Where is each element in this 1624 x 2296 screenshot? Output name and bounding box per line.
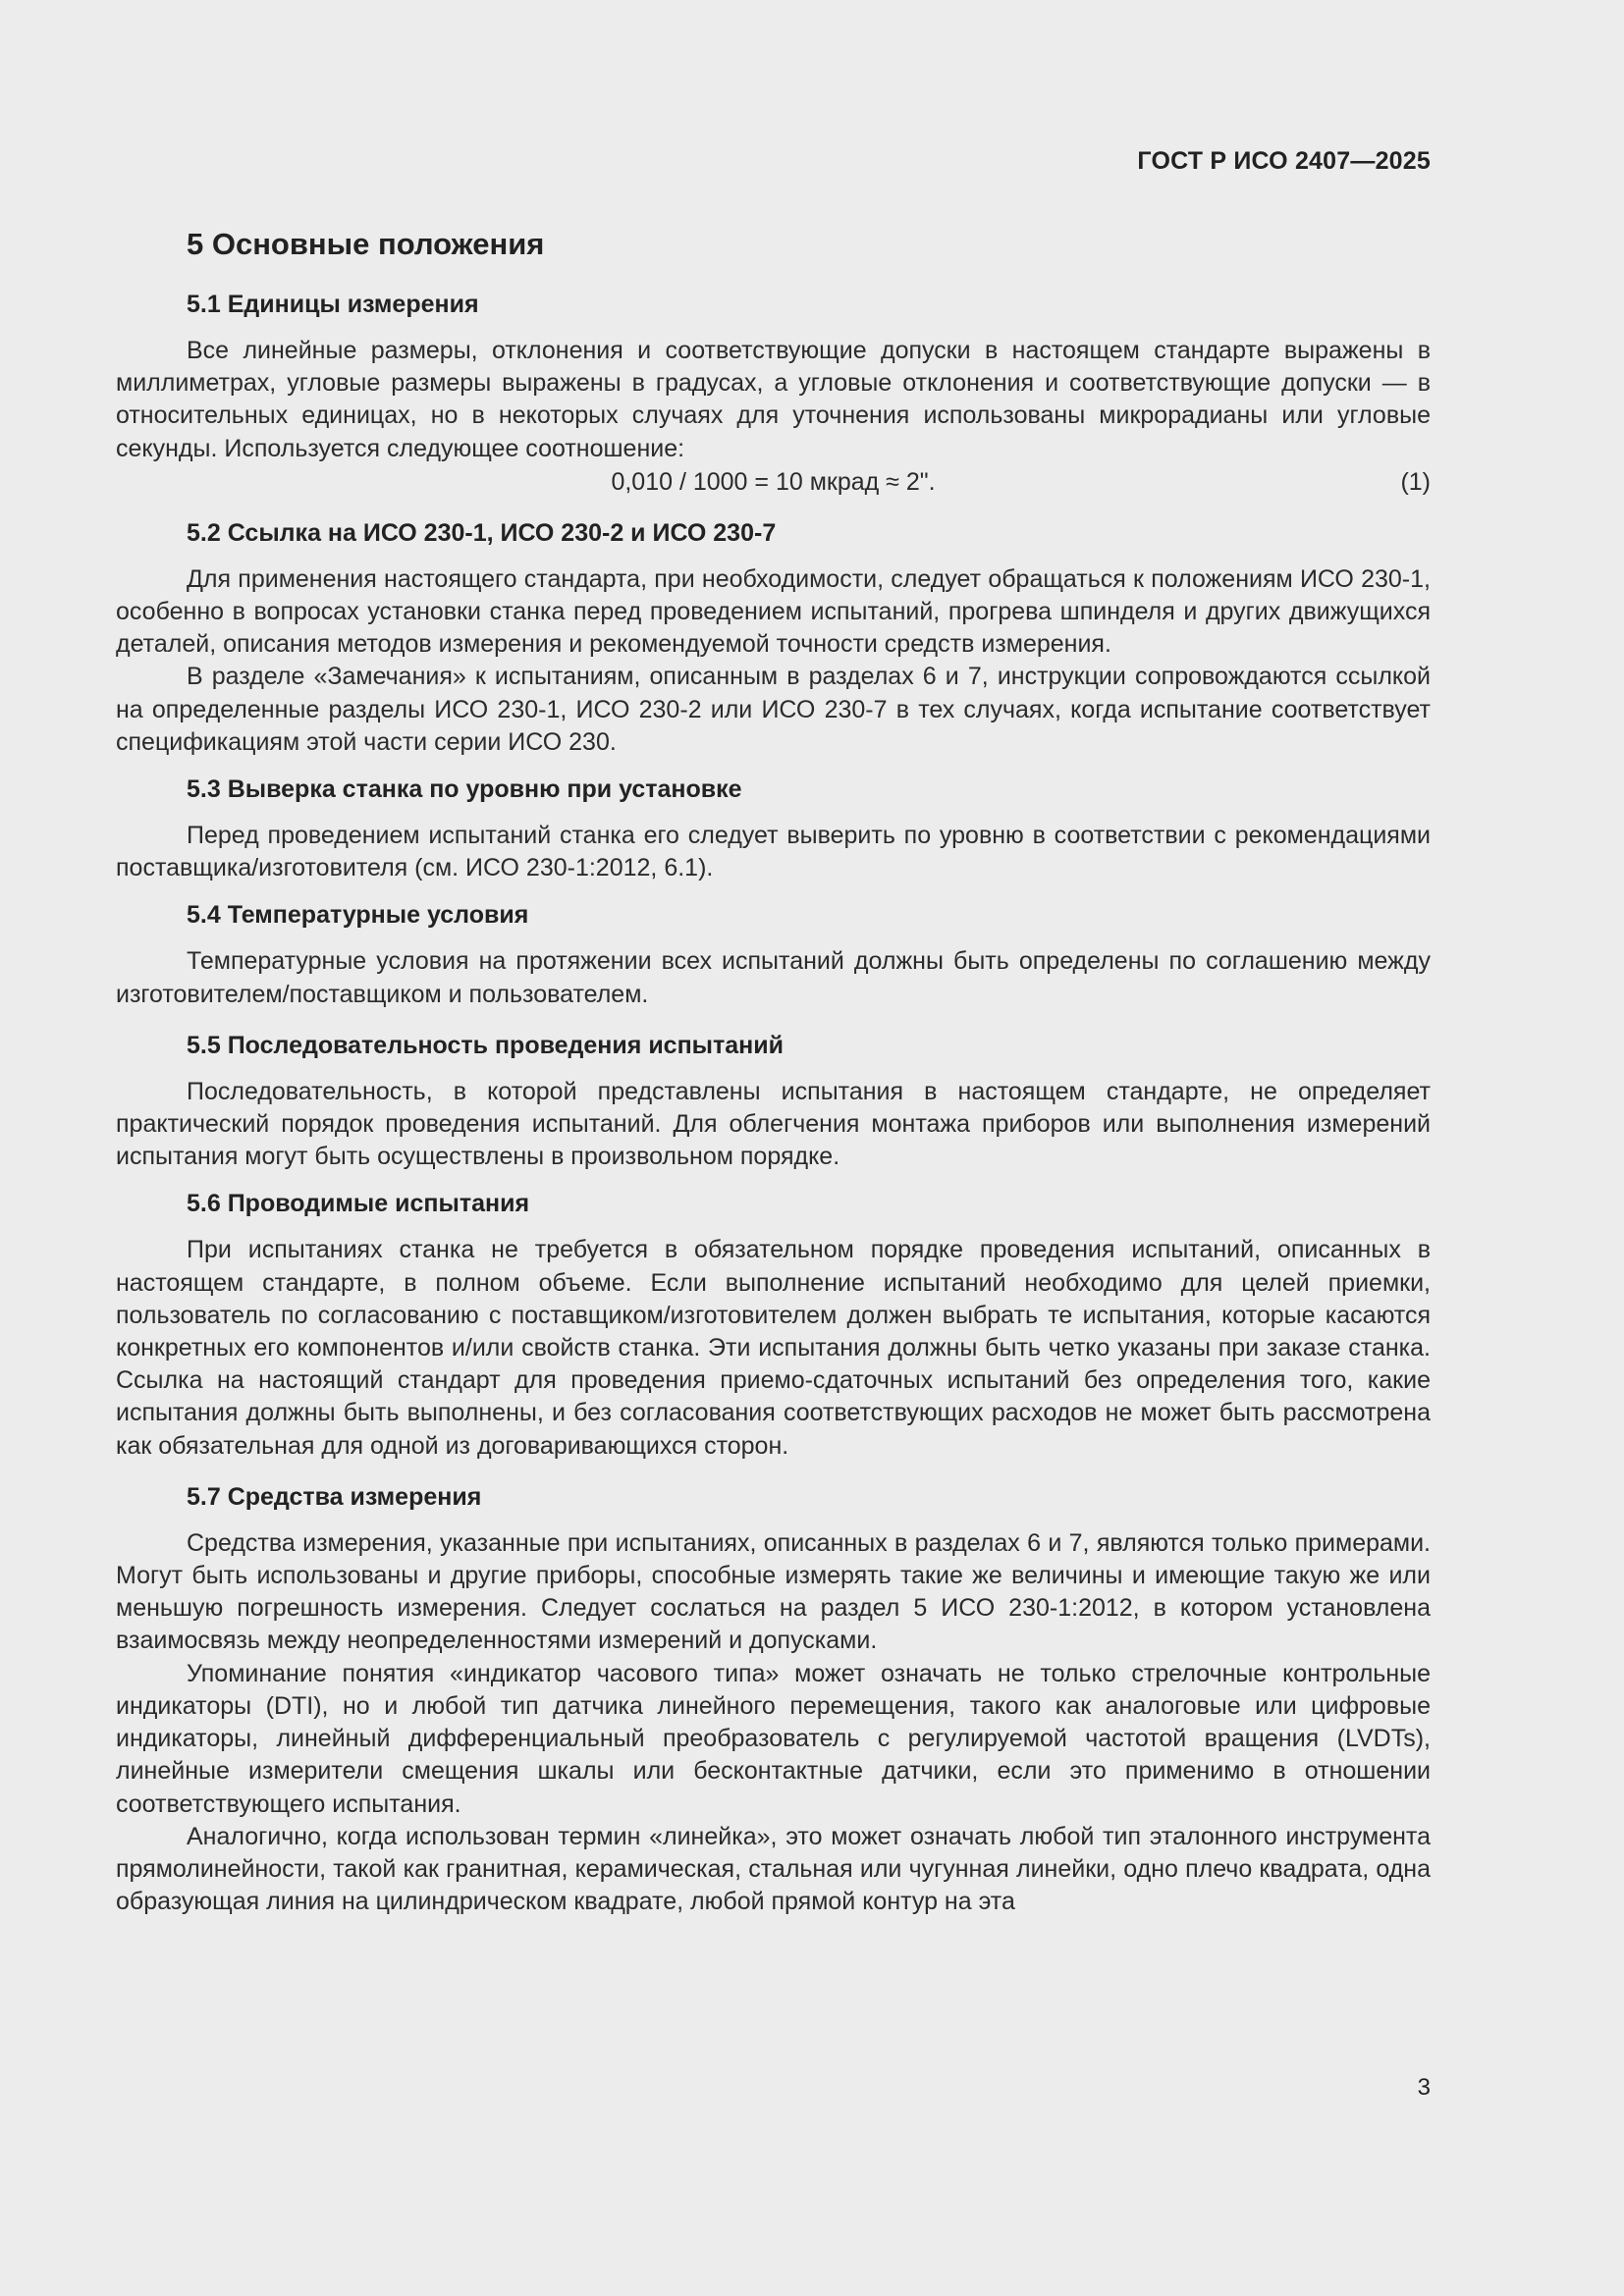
subsection-title-5-5: 5.5 Последовательность проведения испытаний [187, 1031, 785, 1059]
document-header-code: ГОСТ Р ИСО 2407—2025 [1137, 147, 1431, 175]
subsection-title-5-1: 5.1 Единицы измерения [187, 291, 479, 318]
paragraph-5-4-1: Температурные условия на протяжении всех испытаний должны быть определены по соглашению между изготовителем/поставщиком и пользователем. [116, 947, 1431, 1008]
paragraph-5-3-1: Перед проведением испытаний станка его следует выверить по уровню в соответствии с рекомендациями поставщика/изготовителя (см. ИСО 230-1:2012, 6.1). [116, 822, 1431, 882]
paragraph-5-2-2: В разделе «Замечания» к испытаниям, описанным в разделах 6 и 7, инструкции сопровождаются ссылкой на определенные разделы ИСО 230-1, ИСО 230-2 или ИСО 230-7 в тех случаях, когда испытание соответствует спецификациям этой части серии ИСО 230. [116, 663, 1431, 756]
subsection-title-5-7: 5.7 Средства измерения [187, 1482, 482, 1511]
paragraph-5-7-2: Упоминание понятия «индикатор часового типа» может означать не только стрелочные контрольные индикаторы (DTI), но и любой тип датчика линейного перемещения, такого как аналоговые или цифровые индикаторы, линейный дифференциальный преобразователь с регулируемой частотой вращения (LVDTs), линейные измерители смещения шкалы или бесконтактные датчики, если это применимо в отношении соответствующего испытания. [116, 1659, 1431, 1818]
subsection-title-5-6: 5.6 Проводимые испытания [187, 1190, 530, 1218]
formula-row [116, 465, 1431, 499]
paragraph-5-5-1: Последовательность, в которой представлены испытания в настоящем стандарте, не определяет практический порядок проведения испытаний. Для облегчения монтажа приборов или выполнения измерений испытания могут быть осуществлены в произвольном порядке. [116, 1077, 1431, 1171]
subsection-title-5-4: 5.4 Температурные условия [187, 901, 529, 930]
formula-number: (1) [1400, 467, 1431, 496]
subsection-title-5-2: 5.2 Ссылка на ИСО 230-1, ИСО 230-2 и ИСО 230-7 [187, 518, 777, 547]
paragraph-5-1-1: Все линейные размеры, отклонения и соответствующие допуски в настоящем стандарте выражены в миллиметрах, угловые размеры выражены в градусах, а угловые отклонения и соответствующие допуски — в относительных единицах, но в некоторых случаях для уточнения использованы микрорадианы или угловые секунды. Используется следующее соотношение: [116, 337, 1431, 462]
page-number: 3 [1417, 2074, 1431, 2101]
paragraph-5-7-1: Средства измерения, указанные при испытаниях, описанных в разделах 6 и 7, являются только примерами. Могут быть использованы и другие приборы, способные измерять такие же величины и имеющие такую же или меньшую погрешность измерения. Следует сослаться на раздел 5 ИСО 230-1:2012, в котором установлена взаимосвязь между неопределенностями измерений и допусками. [116, 1528, 1431, 1655]
document-body [116, 222, 1431, 1918]
paragraph-5-6-1: При испытаниях станка не требуется в обязательном порядке проведения испытаний, описанных в настоящем стандарте, в полном объеме. Если выполнение испытаний необходимо для целей приемки, пользователь по согласованию с поставщиком/изготовителем должен выбрать те испытания, которые касаются конкретных его компонентов и/или свойств станка. Эти испытания должны быть четко указаны при заказе станка. Ссылка на настоящий стандарт для проведения приемо-сдаточных испытаний без определения того, какие испытания должны быть выполнены, и без согласования соответствующих расходов не может быть рассмотрена как обязательная для одной из договаривающихся сторон. [116, 1236, 1431, 1460]
paragraph-5-7-3: Аналогично, когда использован термин «линейка», это может означать любой тип эталонного инструмента прямолинейности, такой как гранитная, керамическая, стальная или чугунная линейки, одно плечо квадрата, одна образующая линия на цилиндрическом квадрате, любой прямой контур на эта [116, 1822, 1431, 1916]
paragraph-5-2-1: Для применения настоящего стандарта, при необходимости, следует обращаться к положениям ИСО 230-1, особенно в вопросах установки станка перед проведением испытаний, прогрева шпинделя и других движущихся деталей, описания методов измерения и рекомендуемой точности средств измерения. [116, 564, 1431, 659]
subsection-title-5-3: 5.3 Выверка станка по уровню при установке [187, 775, 742, 804]
formula: 0,010 / 1000 = 10 мкрад ≈ 2". [611, 467, 936, 496]
section-title: 5 Основные положения [187, 227, 545, 261]
